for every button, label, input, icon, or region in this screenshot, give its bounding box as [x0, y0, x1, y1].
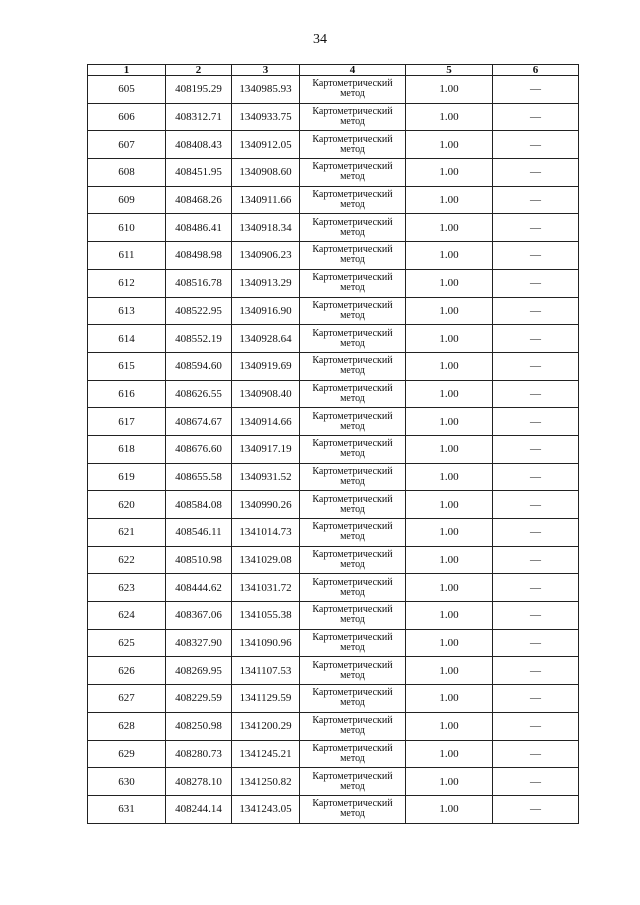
- point-number-cell: 625: [88, 629, 166, 657]
- method-text-line1: Картометрический: [312, 355, 393, 367]
- y-coordinate-cell: 1340912.05: [232, 131, 300, 159]
- note-cell: —: [493, 491, 579, 519]
- method-cell: [300, 491, 406, 519]
- method-text-line1: Картометрический: [312, 106, 393, 118]
- note-cell: —: [493, 574, 579, 602]
- point-number-cell: 621: [88, 519, 166, 547]
- note-cell: —: [493, 380, 579, 408]
- method-text-line1: Картометрический: [312, 798, 393, 810]
- point-number-cell: 624: [88, 602, 166, 630]
- accuracy-cell: 1.00: [406, 380, 493, 408]
- method-cell: [300, 629, 406, 657]
- table-row: [88, 740, 579, 768]
- table-row: [88, 214, 579, 242]
- method-text-line1: Картометрический: [312, 659, 393, 671]
- y-coordinate-cell: 1341250.82: [232, 768, 300, 796]
- table-row: [88, 325, 579, 353]
- note-cell: —: [493, 186, 579, 214]
- x-coordinate-cell: 408278.10: [166, 768, 232, 796]
- method-cell: [300, 325, 406, 353]
- table-row: [88, 269, 579, 297]
- accuracy-cell: 1.00: [406, 186, 493, 214]
- point-number-cell: 623: [88, 574, 166, 602]
- column-header-3: 3: [232, 65, 300, 76]
- method-text-line2: метод: [340, 365, 365, 377]
- coordinates-table: [87, 64, 579, 824]
- point-number-cell: 607: [88, 131, 166, 159]
- y-coordinate-cell: 1341090.96: [232, 629, 300, 657]
- method-text-line2: метод: [340, 586, 365, 598]
- note-cell: —: [493, 768, 579, 796]
- method-text-line1: Картометрический: [312, 576, 393, 588]
- accuracy-cell: 1.00: [406, 519, 493, 547]
- y-coordinate-cell: 1341031.72: [232, 574, 300, 602]
- method-text-line2: метод: [340, 88, 365, 100]
- method-text-line2: метод: [340, 199, 365, 211]
- method-text-line1: Картометрический: [312, 521, 393, 533]
- accuracy-cell: 1.00: [406, 131, 493, 159]
- point-number-cell: 628: [88, 712, 166, 740]
- point-number-cell: 631: [88, 795, 166, 823]
- y-coordinate-cell: 1341243.05: [232, 795, 300, 823]
- method-text-line2: метод: [340, 448, 365, 460]
- method-cell: [300, 242, 406, 270]
- y-coordinate-cell: 1341014.73: [232, 519, 300, 547]
- method-text-line1: Картометрический: [312, 742, 393, 754]
- table-row: [88, 103, 579, 131]
- x-coordinate-cell: 408444.62: [166, 574, 232, 602]
- point-number-cell: 615: [88, 352, 166, 380]
- y-coordinate-cell: 1340914.66: [232, 408, 300, 436]
- point-number-cell: 618: [88, 435, 166, 463]
- method-cell: [300, 740, 406, 768]
- table-row: [88, 546, 579, 574]
- point-number-cell: 613: [88, 297, 166, 325]
- table-row: [88, 768, 579, 796]
- y-coordinate-cell: 1340985.93: [232, 76, 300, 104]
- method-text-line2: метод: [340, 226, 365, 238]
- method-cell: [300, 352, 406, 380]
- method-cell: [300, 103, 406, 131]
- note-cell: —: [493, 629, 579, 657]
- note-cell: —: [493, 795, 579, 823]
- note-cell: —: [493, 325, 579, 353]
- accuracy-cell: 1.00: [406, 242, 493, 270]
- accuracy-cell: 1.00: [406, 795, 493, 823]
- method-cell: [300, 269, 406, 297]
- table-row: [88, 519, 579, 547]
- table-row: [88, 712, 579, 740]
- method-cell: [300, 435, 406, 463]
- point-number-cell: 611: [88, 242, 166, 270]
- accuracy-cell: 1.00: [406, 435, 493, 463]
- column-header-2: 2: [166, 65, 232, 76]
- method-text-line2: метод: [340, 642, 365, 654]
- x-coordinate-cell: 408312.71: [166, 103, 232, 131]
- accuracy-cell: 1.00: [406, 657, 493, 685]
- x-coordinate-cell: 408486.41: [166, 214, 232, 242]
- method-text-line2: метод: [340, 559, 365, 571]
- table-row: [88, 352, 579, 380]
- note-cell: —: [493, 159, 579, 187]
- method-text-line2: метод: [340, 531, 365, 543]
- table-body: [88, 76, 579, 824]
- method-text-line2: метод: [340, 697, 365, 709]
- accuracy-cell: 1.00: [406, 214, 493, 242]
- table-row: [88, 657, 579, 685]
- x-coordinate-cell: 408269.95: [166, 657, 232, 685]
- note-cell: —: [493, 214, 579, 242]
- y-coordinate-cell: 1341029.08: [232, 546, 300, 574]
- method-cell: [300, 685, 406, 713]
- method-text-line1: Картометрический: [312, 382, 393, 394]
- note-cell: —: [493, 103, 579, 131]
- method-text-line1: Картометрический: [312, 189, 393, 201]
- method-text-line1: Картометрический: [312, 133, 393, 145]
- accuracy-cell: 1.00: [406, 76, 493, 104]
- method-text-line2: метод: [340, 752, 365, 764]
- note-cell: —: [493, 546, 579, 574]
- method-text-line1: Картометрический: [312, 327, 393, 339]
- note-cell: —: [493, 435, 579, 463]
- x-coordinate-cell: 408229.59: [166, 685, 232, 713]
- method-cell: [300, 795, 406, 823]
- y-coordinate-cell: 1340906.23: [232, 242, 300, 270]
- accuracy-cell: 1.00: [406, 408, 493, 436]
- method-text-line1: Картометрический: [312, 216, 393, 228]
- table-row: [88, 380, 579, 408]
- method-text-line2: метод: [340, 475, 365, 487]
- accuracy-cell: 1.00: [406, 269, 493, 297]
- method-cell: [300, 297, 406, 325]
- accuracy-cell: 1.00: [406, 546, 493, 574]
- x-coordinate-cell: 408367.06: [166, 602, 232, 630]
- accuracy-cell: 1.00: [406, 352, 493, 380]
- table-row: [88, 159, 579, 187]
- method-text-line2: метод: [340, 420, 365, 432]
- note-cell: —: [493, 657, 579, 685]
- method-cell: [300, 602, 406, 630]
- accuracy-cell: 1.00: [406, 685, 493, 713]
- table-row: [88, 463, 579, 491]
- accuracy-cell: 1.00: [406, 574, 493, 602]
- method-cell: [300, 408, 406, 436]
- method-cell: [300, 463, 406, 491]
- table-row: [88, 795, 579, 823]
- x-coordinate-cell: 408510.98: [166, 546, 232, 574]
- x-coordinate-cell: 408552.19: [166, 325, 232, 353]
- method-text-line2: метод: [340, 116, 365, 128]
- point-number-cell: 630: [88, 768, 166, 796]
- y-coordinate-cell: 1340933.75: [232, 103, 300, 131]
- x-coordinate-cell: 408674.67: [166, 408, 232, 436]
- method-text-line2: метод: [340, 614, 365, 626]
- note-cell: —: [493, 712, 579, 740]
- table-row: [88, 574, 579, 602]
- accuracy-cell: 1.00: [406, 768, 493, 796]
- method-text-line1: Картометрический: [312, 78, 393, 90]
- note-cell: —: [493, 352, 579, 380]
- x-coordinate-cell: 408498.98: [166, 242, 232, 270]
- accuracy-cell: 1.00: [406, 325, 493, 353]
- method-text-line1: Картометрический: [312, 438, 393, 450]
- method-text-line2: метод: [340, 254, 365, 266]
- method-cell: [300, 131, 406, 159]
- method-cell: [300, 712, 406, 740]
- point-number-cell: 614: [88, 325, 166, 353]
- method-text-line1: Картометрический: [312, 715, 393, 727]
- table-row: [88, 186, 579, 214]
- method-text-line1: Картометрический: [312, 161, 393, 173]
- method-cell: [300, 546, 406, 574]
- x-coordinate-cell: 408594.60: [166, 352, 232, 380]
- point-number-cell: 612: [88, 269, 166, 297]
- method-cell: [300, 519, 406, 547]
- point-number-cell: 610: [88, 214, 166, 242]
- method-cell: [300, 186, 406, 214]
- method-text-line1: Картометрический: [312, 465, 393, 477]
- point-number-cell: 605: [88, 76, 166, 104]
- note-cell: —: [493, 602, 579, 630]
- method-text-line1: Картометрический: [312, 604, 393, 616]
- note-cell: —: [493, 131, 579, 159]
- method-text-line1: Картометрический: [312, 244, 393, 256]
- table-row: [88, 297, 579, 325]
- y-coordinate-cell: 1340908.60: [232, 159, 300, 187]
- y-coordinate-cell: 1341200.29: [232, 712, 300, 740]
- x-coordinate-cell: 408280.73: [166, 740, 232, 768]
- method-text-line2: метод: [340, 669, 365, 681]
- method-text-line1: Картометрический: [312, 410, 393, 422]
- method-text-line2: метод: [340, 808, 365, 820]
- table-row: [88, 685, 579, 713]
- method-text-line2: метод: [340, 337, 365, 349]
- method-text-line1: Картометрический: [312, 632, 393, 644]
- point-number-cell: 606: [88, 103, 166, 131]
- x-coordinate-cell: 408408.43: [166, 131, 232, 159]
- accuracy-cell: 1.00: [406, 491, 493, 519]
- y-coordinate-cell: 1340911.66: [232, 186, 300, 214]
- method-text-line1: Картометрический: [312, 299, 393, 311]
- note-cell: —: [493, 76, 579, 104]
- method-text-line1: Картометрический: [312, 549, 393, 561]
- method-text-line2: метод: [340, 282, 365, 294]
- accuracy-cell: 1.00: [406, 629, 493, 657]
- accuracy-cell: 1.00: [406, 159, 493, 187]
- column-header-5: 5: [406, 65, 493, 76]
- note-cell: —: [493, 519, 579, 547]
- column-header-6: 6: [493, 65, 579, 76]
- x-coordinate-cell: 408584.08: [166, 491, 232, 519]
- method-cell: [300, 380, 406, 408]
- point-number-cell: 620: [88, 491, 166, 519]
- table-header-row: [88, 65, 579, 76]
- note-cell: —: [493, 242, 579, 270]
- accuracy-cell: 1.00: [406, 297, 493, 325]
- accuracy-cell: 1.00: [406, 602, 493, 630]
- point-number-cell: 609: [88, 186, 166, 214]
- y-coordinate-cell: 1341055.38: [232, 602, 300, 630]
- method-text-line2: метод: [340, 309, 365, 321]
- table-row: [88, 435, 579, 463]
- note-cell: —: [493, 408, 579, 436]
- method-text-line2: метод: [340, 725, 365, 737]
- method-text-line2: метод: [340, 503, 365, 515]
- y-coordinate-cell: 1340918.34: [232, 214, 300, 242]
- point-number-cell: 619: [88, 463, 166, 491]
- table-row: [88, 242, 579, 270]
- x-coordinate-cell: 408451.95: [166, 159, 232, 187]
- method-cell: [300, 76, 406, 104]
- point-number-cell: 622: [88, 546, 166, 574]
- table-row: [88, 629, 579, 657]
- column-header-1: 1: [88, 65, 166, 76]
- note-cell: —: [493, 463, 579, 491]
- method-cell: [300, 657, 406, 685]
- x-coordinate-cell: 408676.60: [166, 435, 232, 463]
- y-coordinate-cell: 1340917.19: [232, 435, 300, 463]
- note-cell: —: [493, 269, 579, 297]
- method-text-line2: метод: [340, 392, 365, 404]
- y-coordinate-cell: 1340928.64: [232, 325, 300, 353]
- y-coordinate-cell: 1340908.40: [232, 380, 300, 408]
- method-cell: [300, 768, 406, 796]
- page-number: 34: [313, 32, 327, 47]
- method-text-line2: метод: [340, 171, 365, 183]
- table-row: [88, 408, 579, 436]
- note-cell: —: [493, 740, 579, 768]
- table-row: [88, 131, 579, 159]
- table-row: [88, 76, 579, 104]
- note-cell: —: [493, 297, 579, 325]
- note-cell: —: [493, 685, 579, 713]
- table-row: [88, 602, 579, 630]
- x-coordinate-cell: 408626.55: [166, 380, 232, 408]
- y-coordinate-cell: 1340931.52: [232, 463, 300, 491]
- x-coordinate-cell: 408546.11: [166, 519, 232, 547]
- accuracy-cell: 1.00: [406, 740, 493, 768]
- method-cell: [300, 214, 406, 242]
- column-header-4: 4: [300, 65, 406, 76]
- x-coordinate-cell: 408250.98: [166, 712, 232, 740]
- y-coordinate-cell: 1340919.69: [232, 352, 300, 380]
- method-text-line2: метод: [340, 143, 365, 155]
- method-text-line2: метод: [340, 780, 365, 792]
- table-row: [88, 491, 579, 519]
- method-cell: [300, 574, 406, 602]
- y-coordinate-cell: 1340913.29: [232, 269, 300, 297]
- x-coordinate-cell: 408468.26: [166, 186, 232, 214]
- accuracy-cell: 1.00: [406, 463, 493, 491]
- accuracy-cell: 1.00: [406, 103, 493, 131]
- y-coordinate-cell: 1341107.53: [232, 657, 300, 685]
- point-number-cell: 616: [88, 380, 166, 408]
- accuracy-cell: 1.00: [406, 712, 493, 740]
- point-number-cell: 627: [88, 685, 166, 713]
- method-text-line1: Картометрический: [312, 493, 393, 505]
- y-coordinate-cell: 1340916.90: [232, 297, 300, 325]
- x-coordinate-cell: 408655.58: [166, 463, 232, 491]
- y-coordinate-cell: 1341245.21: [232, 740, 300, 768]
- x-coordinate-cell: 408244.14: [166, 795, 232, 823]
- x-coordinate-cell: 408327.90: [166, 629, 232, 657]
- method-text-line1: Картометрический: [312, 687, 393, 699]
- x-coordinate-cell: 408516.78: [166, 269, 232, 297]
- x-coordinate-cell: 408195.29: [166, 76, 232, 104]
- point-number-cell: 629: [88, 740, 166, 768]
- point-number-cell: 626: [88, 657, 166, 685]
- y-coordinate-cell: 1341129.59: [232, 685, 300, 713]
- x-coordinate-cell: 408522.95: [166, 297, 232, 325]
- method-text-line1: Картометрический: [312, 770, 393, 782]
- y-coordinate-cell: 1340990.26: [232, 491, 300, 519]
- point-number-cell: 608: [88, 159, 166, 187]
- point-number-cell: 617: [88, 408, 166, 436]
- method-text-line1: Картометрический: [312, 272, 393, 284]
- method-cell: [300, 159, 406, 187]
